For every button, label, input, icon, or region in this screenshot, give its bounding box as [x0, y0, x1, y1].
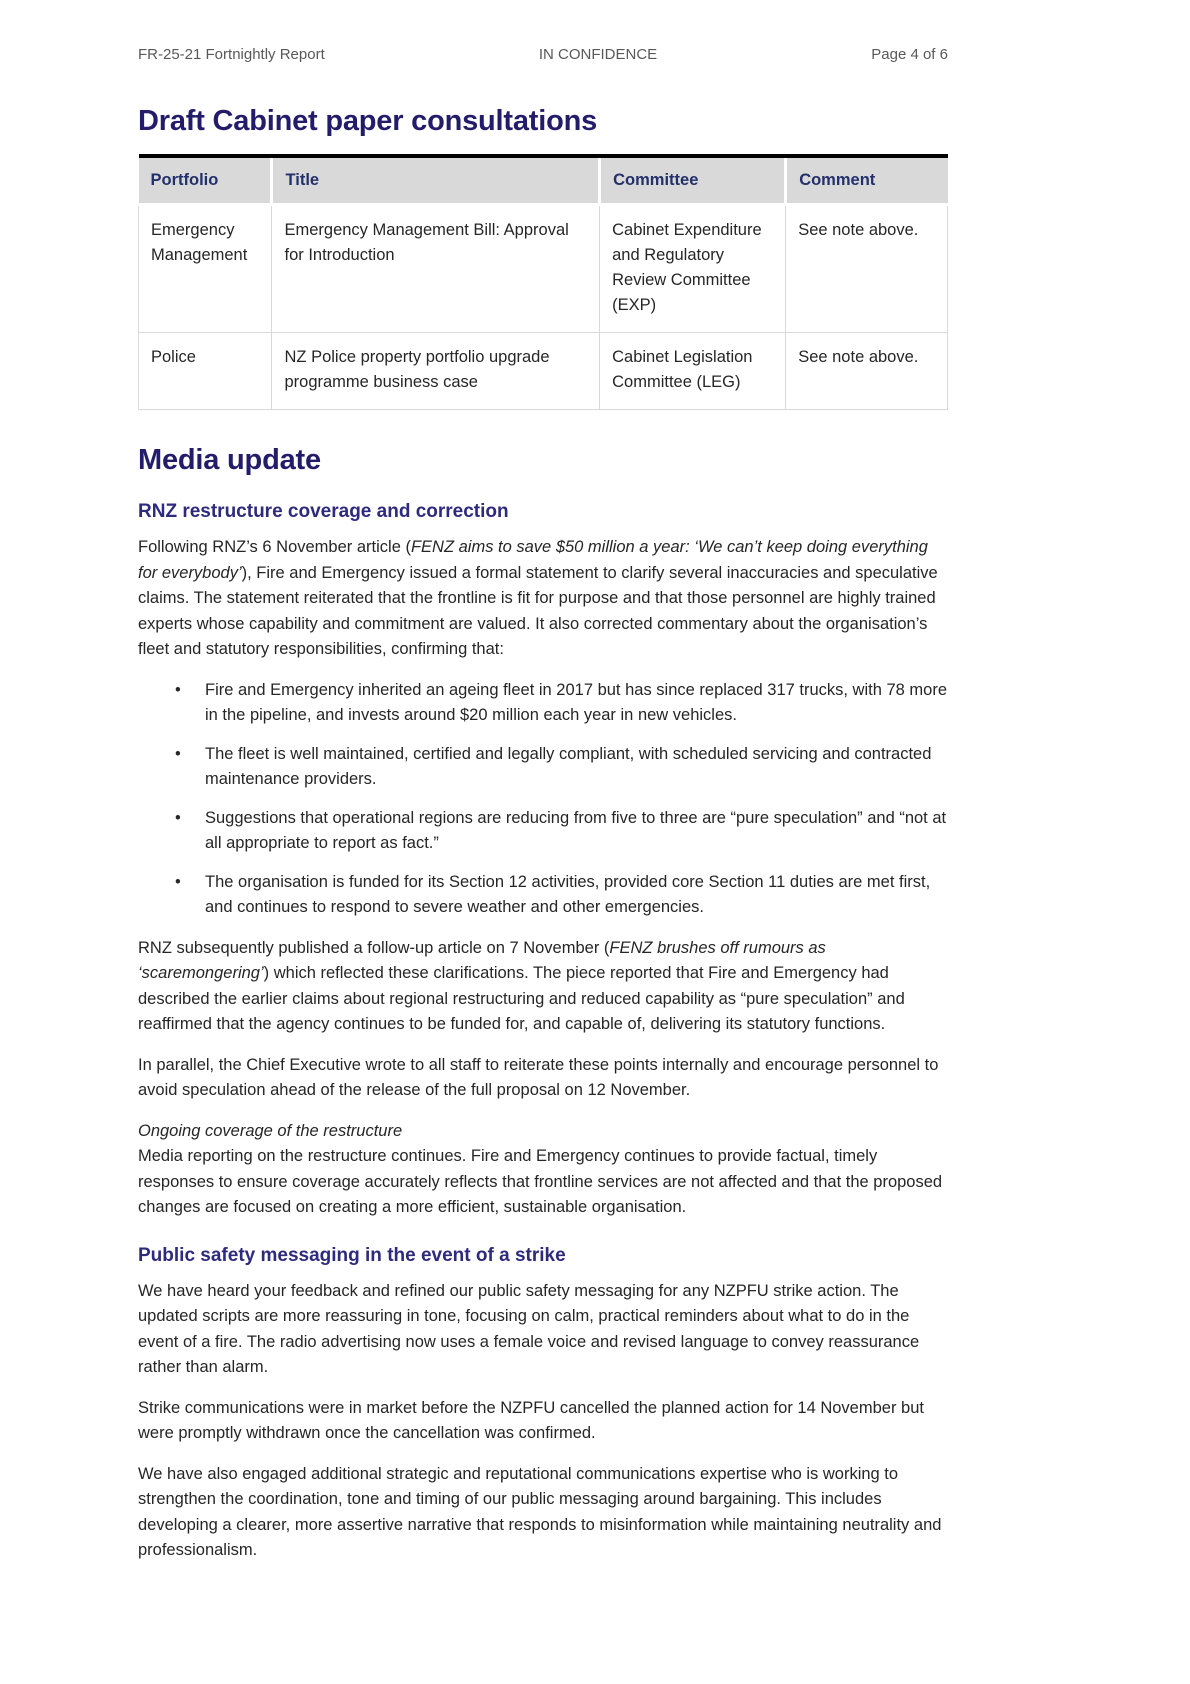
paragraph-communications-expertise: We have also engaged additional strategic and reputational communications expertise who is working to strengthen the coordination, tone and timing of our public messaging around bargaining. This includes developing a clearer, more assertive narrative that responds to misinformation while maintaining neutrality and professionalism.	[138, 1464, 942, 1559]
paragraph-text: Following RNZ’s 6 November article (	[138, 538, 411, 556]
cell-comment: See note above.	[786, 333, 948, 410]
report-id: FR-25-21 Fortnightly Report	[138, 46, 325, 63]
subheading-rnz-coverage: RNZ restructure coverage and correction	[138, 501, 509, 522]
paragraph-text: ), Fire and Emergency issued a formal statement to clarify several inaccuracies and speculative claims. The statement reiterated that the frontline is fit for purpose and that those personnel are highly trained experts whose capability and commitment are valued. It also corrected commentary about the organisation’s fleet and statutory responsibilities, confirming that:	[138, 563, 938, 658]
column-header-portfolio: Portfolio	[139, 156, 272, 205]
paragraph-text: ) which reflected these clarifications. The piece reported that Fire and Emergency had described the earlier claims about regional restructuring and reduced capability as “pure speculation” and reaffirmed that the agency continues to be funded for, and capable of, delivering its statutory functions.	[138, 964, 905, 1033]
cell-portfolio: Emergency Management	[139, 205, 272, 333]
table-header-row	[139, 156, 948, 205]
article-title-italic: FENZ brushes off rumours as ‘scaremongering’	[138, 938, 826, 982]
subheading-public-safety: Public safety messaging in the event of a strike	[138, 1244, 566, 1266]
paragraph-chief-executive: In parallel, the Chief Executive wrote to all staff to reiterate these points internally and encourage personnel to avoid speculation ahead of the release of the full proposal on 12 November.	[138, 1055, 939, 1099]
table-row	[139, 333, 948, 410]
page-content	[138, 0, 948, 1579]
article-title-italic: FENZ aims to save $50 million a year: ‘We can’t keep doing everything for everybody’	[138, 538, 928, 582]
classification-label: IN CONFIDENCE	[538, 46, 658, 63]
cell-portfolio: Police	[139, 333, 272, 410]
cell-title: NZ Police property portfolio upgrade programme business case	[272, 333, 600, 410]
paragraph-text: RNZ subsequently published a follow-up article on 7 November (	[138, 938, 610, 957]
list-item: • The organisation is funded for its Section 12 activities, provided core Section 11 duties are met first, and continues to respond to severe weather and other emergencies.	[138, 870, 948, 921]
list-item: • The fleet is well maintained, certified and legally compliant, with scheduled servicing and contracted maintenance providers.	[138, 742, 948, 793]
paragraph-follow-up-article	[138, 936, 948, 1038]
cell-title: Emergency Management Bill: Approval for Introduction	[272, 205, 600, 333]
list-item: • Suggestions that operational regions are reducing from five to three are “pure speculation” and “not at all appropriate to report as fact.”	[138, 806, 948, 857]
paragraph-strike-communications: Strike communications were in market before the NZPFU cancelled the planned action for 14 November but were promptly withdrawn once the cancellation was confirmed.	[138, 1398, 924, 1442]
consultations-table	[138, 154, 948, 410]
column-header-comment: Comment	[786, 156, 948, 205]
paragraph-rnz-article	[138, 535, 948, 663]
column-header-committee: Committee	[600, 156, 786, 205]
paragraph-ongoing-coverage: Media reporting on the restructure continues. Fire and Emergency continues to provide factual, timely responses to ensure coverage accurately reflects that frontline services are not affected and that the proposed changes are focused on creating a more efficient, sustainable organisation.	[138, 1147, 943, 1216]
section-heading-consultations: Draft Cabinet paper consultations	[138, 105, 598, 137]
paragraph-messaging-feedback: We have heard your feedback and refined our public safety messaging for any NZPFU strike action. The updated scripts are more reassuring in tone, focusing on calm, practical reminders about what to do in the event of a fire. The radio advertising now uses a female voice and revised language to convey reassurance rather than alarm.	[138, 1281, 920, 1376]
page-header	[138, 46, 948, 63]
section-heading-media-update: Media update	[138, 444, 321, 476]
cell-committee: Cabinet Expenditure and Regulatory Review Committee (EXP)	[600, 205, 786, 333]
page-number: Page 4 of 6	[871, 46, 948, 63]
column-header-title: Title	[272, 156, 600, 205]
clarification-bullet-list	[138, 678, 948, 921]
list-item: • Fire and Emergency inherited an ageing fleet in 2017 but has since replaced 317 trucks, with 78 more in the pipeline, and invests around $20 million each year in new vehicles.	[138, 678, 948, 729]
table-row	[139, 205, 948, 333]
cell-committee: Cabinet Legislation Committee (LEG)	[600, 333, 786, 410]
cell-comment: See note above.	[786, 205, 948, 333]
subheading-ongoing-coverage: Ongoing coverage of the restructure	[138, 1121, 403, 1140]
